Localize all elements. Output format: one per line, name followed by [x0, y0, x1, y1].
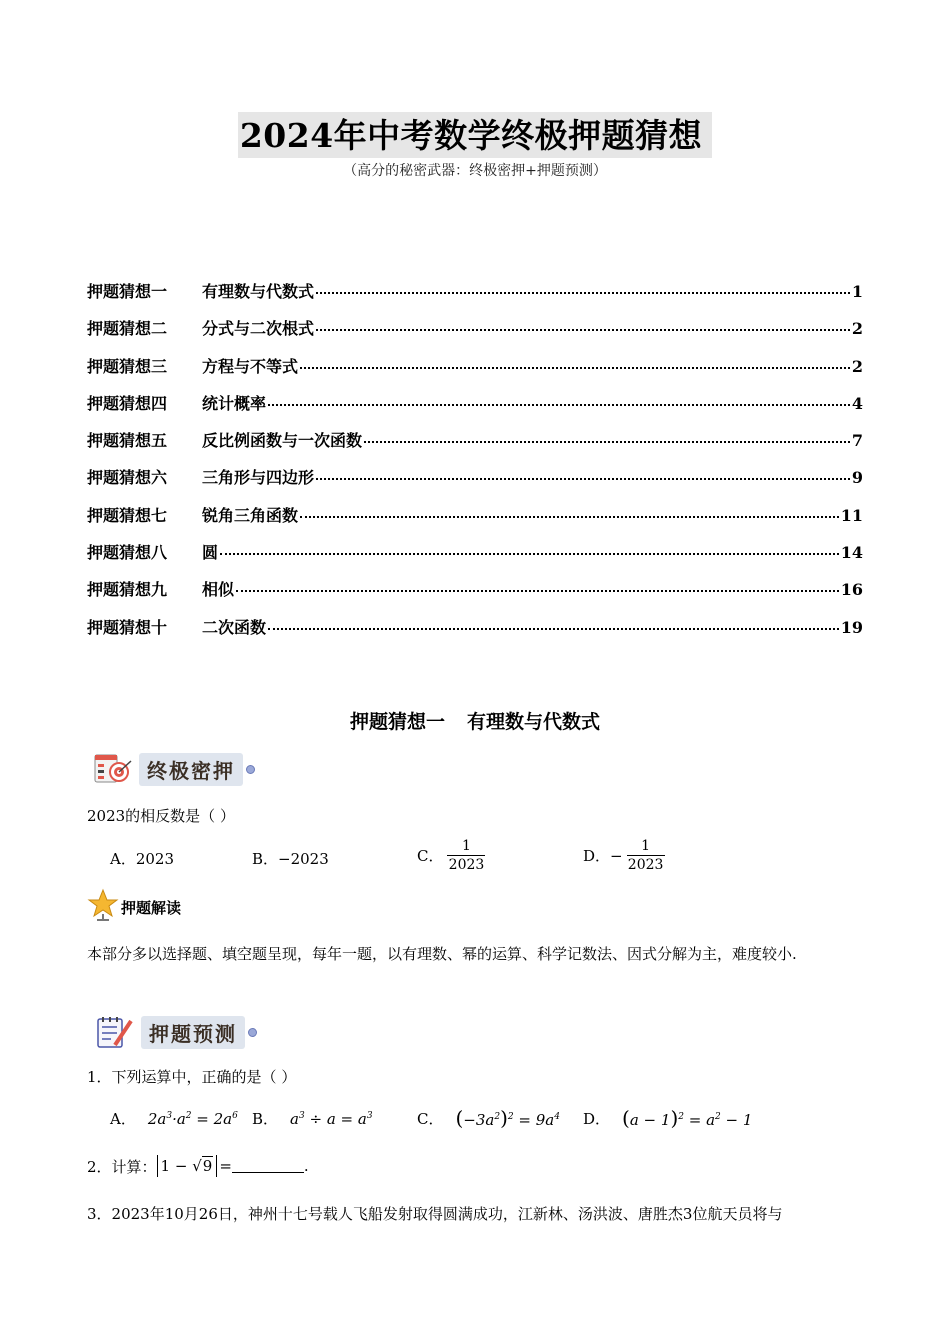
- math-expression: 1 − √9: [157, 1155, 218, 1177]
- toc-title: 有理数与代数式: [202, 282, 315, 301]
- toc-number: 押题猜想九: [87, 580, 168, 600]
- toc-title: 圆: [202, 543, 219, 563]
- toc-title: 二次函数: [202, 617, 267, 637]
- option-b: B．−2023: [252, 850, 329, 868]
- toc-title: 锐角三角函数: [202, 505, 299, 525]
- option-d: [583, 837, 665, 874]
- toc-row[interactable]: [87, 354, 863, 391]
- fraction-numerator: 1: [462, 838, 471, 854]
- question-1: 1．下列运算中，正确的是（ ）: [87, 1068, 297, 1086]
- question-3: 3．2023年10月26日，神州十七号载人飞船发射取得圆满成功，江新林、汤洪波、唐胜杰3位航天员将与: [87, 1205, 783, 1223]
- banner-label: 终极密押: [139, 753, 243, 786]
- toc-page: 4: [851, 393, 863, 413]
- toc-row[interactable]: [87, 503, 863, 540]
- toc-title: 统计概率: [202, 393, 267, 413]
- notepad-pencil-icon: [95, 1015, 141, 1049]
- toc-page: 7: [851, 431, 863, 451]
- fraction: [447, 837, 485, 874]
- option-label: A．: [110, 1110, 136, 1128]
- toc-number: 押题猜想一: [87, 282, 168, 301]
- toc-leader: [364, 441, 850, 443]
- toc-page: 2: [851, 319, 863, 339]
- toc-row[interactable]: [87, 428, 863, 465]
- fraction-denominator: 2023: [448, 857, 485, 873]
- math-expression: $(a - 1)^2 = a^2 - 1$: [622, 1106, 753, 1130]
- answer-blank[interactable]: [232, 1159, 304, 1173]
- toc-title: 三角形与四边形: [202, 468, 315, 488]
- toc-number: 押题猜想七: [87, 505, 168, 525]
- toc-number: 押题猜想四: [87, 393, 168, 413]
- option-d-label: D．−: [583, 847, 623, 865]
- toc-leader: [316, 329, 850, 331]
- toc-number: 押题猜想八: [87, 543, 168, 563]
- toc-leader: [236, 590, 839, 592]
- document-title: 2024年中考数学终极押题猜想: [238, 112, 712, 158]
- section-number: 押题猜想一: [349, 711, 445, 733]
- q1-option-b: [252, 1108, 373, 1129]
- toc-row[interactable]: [87, 540, 863, 577]
- toc-page: 19: [840, 617, 863, 637]
- fraction: [627, 837, 665, 874]
- toc-page: 9: [851, 468, 863, 488]
- question-2-end: .: [303, 1157, 309, 1175]
- toc-row[interactable]: [87, 577, 863, 614]
- toc-row[interactable]: [87, 279, 863, 316]
- document-subtitle: （高分的秘密武器：终极密押+押题预测）: [343, 163, 607, 179]
- toc-row[interactable]: [87, 615, 863, 652]
- toc-leader: [316, 478, 850, 480]
- q1-option-d: [583, 1106, 752, 1130]
- title-wrap: [0, 112, 950, 158]
- toc-row[interactable]: [87, 465, 863, 502]
- interpretation-text: 本部分多以选择题、填空题呈现，每年一题，以有理数、幂的运算、科学记数法、因式分解为主，难度较小.: [87, 945, 797, 963]
- question-2: [87, 1155, 309, 1177]
- toc-page: 16: [840, 580, 863, 600]
- toc-number: 押题猜想六: [87, 468, 168, 488]
- math-expression: $2a^3\cdot a^2 = 2a^6$: [147, 1109, 238, 1128]
- target-board-icon: [93, 752, 139, 786]
- toc-number: 押题猜想十: [87, 617, 168, 637]
- table-of-contents: [87, 279, 863, 652]
- toc-leader: [268, 628, 839, 630]
- star-trophy-icon: [87, 888, 119, 926]
- toc-leader: [220, 553, 839, 555]
- option-c-label: C．: [417, 847, 444, 865]
- option-a: A．2023: [110, 850, 175, 868]
- toc-page: 11: [840, 505, 863, 525]
- toc-row[interactable]: [87, 391, 863, 428]
- toc-title: 反比例函数与一次函数: [202, 431, 363, 451]
- toc-title: 分式与二次根式: [202, 319, 315, 339]
- section-heading: [0, 707, 950, 734]
- question-intro: 2023的相反数是（ ）: [87, 807, 235, 825]
- option-label: C．: [417, 1109, 444, 1128]
- interpretation-label: 押题解读: [121, 898, 182, 917]
- dot-icon: [246, 765, 255, 774]
- toc-title: 方程与不等式: [202, 356, 299, 376]
- banner-final-prediction: [93, 752, 255, 786]
- toc-page: 2: [851, 356, 863, 376]
- toc-number: 押题猜想二: [87, 319, 168, 339]
- interpretation-header: [87, 888, 181, 926]
- toc-number: 押题猜想三: [87, 356, 168, 376]
- math-expression: $a^3 \div a = a^3$: [290, 1109, 373, 1128]
- fraction-denominator: 2023: [627, 857, 664, 873]
- toc-leader: [316, 292, 850, 294]
- toc-number: 押题猜想五: [87, 431, 168, 451]
- banner-prediction: [95, 1015, 257, 1049]
- math-expression: $(-3a^2)^2 = 9a^4$: [455, 1106, 560, 1130]
- banner-label: 押题预测: [141, 1016, 245, 1049]
- toc-page: 1: [851, 282, 863, 301]
- option-label: B．: [252, 1110, 279, 1128]
- q1-option-c: [417, 1106, 560, 1130]
- option-label: D．: [583, 1109, 611, 1128]
- dot-icon: [248, 1028, 257, 1037]
- toc-title: 相似: [202, 580, 235, 600]
- toc-leader: [300, 516, 839, 518]
- toc-row[interactable]: [87, 316, 863, 353]
- toc-page: 14: [840, 543, 863, 563]
- question-2-prefix: 2．计算：: [87, 1157, 157, 1176]
- q1-option-a: [110, 1108, 238, 1129]
- option-c: [417, 837, 485, 874]
- toc-leader: [268, 404, 850, 406]
- question-2-equals: =: [219, 1157, 232, 1175]
- fraction-numerator: 1: [641, 838, 651, 854]
- toc-leader: [300, 367, 850, 369]
- section-title: 有理数与代数式: [467, 711, 601, 733]
